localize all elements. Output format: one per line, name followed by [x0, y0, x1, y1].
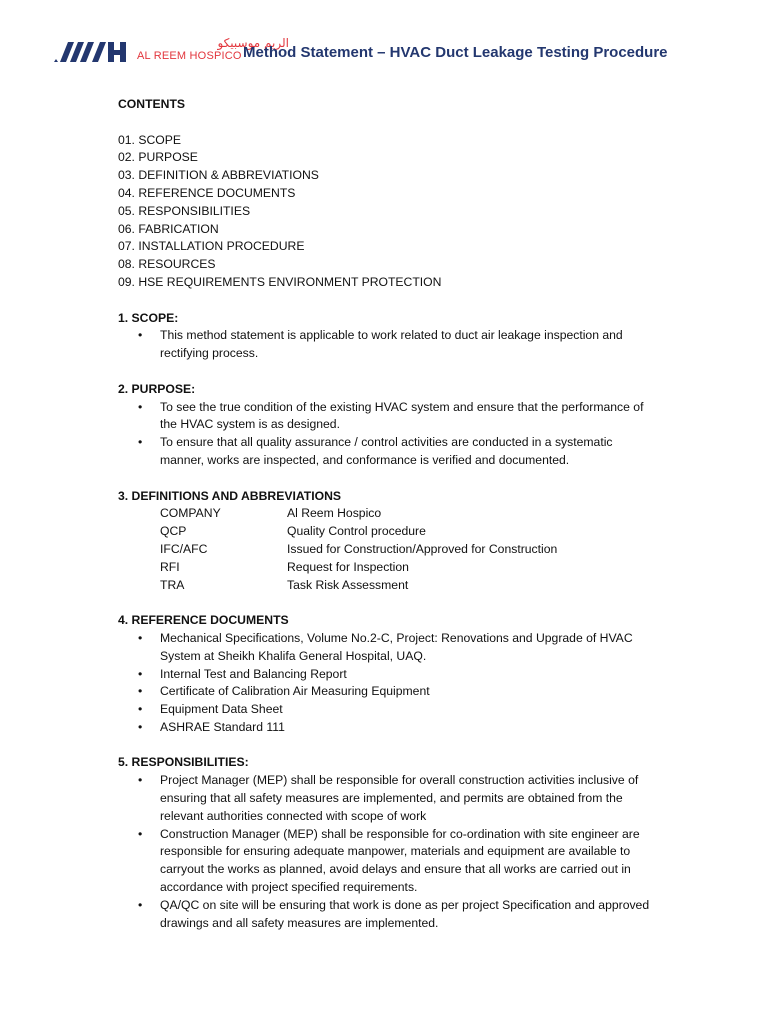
definition-term: COMPANY [160, 506, 221, 521]
document-body [118, 96, 658, 932]
responsibility-bullet: • Construction Manager (MEP) shall be responsible for co-ordination with site engineer are responsible for ensuring adequate manpower, materials and equipment are available to carryout the works as planned, avoid delays and ensure that all works are carried out in accordance with project specified requirements. [160, 826, 658, 897]
contents-list [118, 132, 658, 292]
contents-item: 01. SCOPE [118, 132, 181, 147]
reference-bullet: • Internal Test and Balancing Report [160, 666, 658, 684]
logo-english-text: AL REEM HOSPICO [137, 50, 242, 62]
definition-row [160, 577, 658, 595]
definition-row [160, 541, 658, 559]
definitions-table [118, 505, 658, 594]
logo-arabic-text: الريم موسبيكو [217, 36, 289, 50]
contents-item: 07. INSTALLATION PROCEDURE [118, 239, 305, 254]
contents-item: 04. REFERENCE DOCUMENTS [118, 185, 296, 200]
responsibilities-list [118, 772, 658, 932]
definition-row [160, 559, 658, 577]
definition-term: IFC/AFC [160, 541, 208, 556]
definition-term: TRA [160, 577, 185, 592]
reference-bullet: • Certificate of Calibration Air Measuring Equipment [160, 683, 658, 701]
contents-item: 06. FABRICATION [118, 221, 219, 236]
references-heading: 4. REFERENCE DOCUMENTS [118, 613, 289, 628]
contents-heading: CONTENTS [118, 97, 186, 111]
contents-item: 03. DEFINITION & ABBREVIATIONS [118, 168, 319, 183]
responsibilities-heading: 5. RESPONSIBILITIES: [118, 755, 249, 770]
definition-desc: Issued for Construction/Approved for Construction [287, 541, 558, 556]
definition-term: QCP [160, 524, 187, 539]
purpose-list [118, 399, 658, 470]
purpose-bullet: • To ensure that all quality assurance / control activities are conducted in a systematic manner, works are inspected, and conformance is verified and documented. [160, 434, 658, 470]
definition-desc: Quality Control procedure [287, 524, 426, 539]
responsibility-bullet: • Project Manager (MEP) shall be responsible for overall construction activities inclusive of ensuring that all safety measures are implemented, and permits are obtained from the relevant authorities connected with scope of work [160, 772, 658, 825]
responsibility-bullet: • QA/QC on site will be ensuring that work is done as per project Specification and approved drawings and all safety measures are implemented. [160, 897, 658, 933]
purpose-bullet: • To see the true condition of the existing HVAC system and ensure that the performance of the HVAC system is as designed. [160, 399, 658, 435]
definition-desc: Task Risk Assessment [287, 577, 409, 592]
contents-item: 02. PURPOSE [118, 150, 198, 165]
company-logo-icon [54, 38, 130, 64]
scope-list [118, 327, 658, 363]
definition-row [160, 505, 658, 523]
definition-desc: Request for Inspection [287, 559, 409, 574]
definition-desc: Al Reem Hospico [287, 506, 382, 521]
contents-item: 09. HSE REQUIREMENTS ENVIRONMENT PROTECTION [118, 274, 442, 289]
definition-term: RFI [160, 559, 180, 574]
references-list [118, 630, 658, 737]
document-title: Method Statement – HVAC Duct Leakage Testing Procedure [243, 44, 668, 61]
reference-bullet: • ASHRAE Standard 111 [160, 719, 658, 737]
definitions-heading: 3. DEFINITIONS AND ABBREVIATIONS [118, 488, 341, 503]
document-header [54, 34, 754, 70]
scope-bullet: • This method statement is applicable to work related to duct air leakage inspection and rectifying process. [160, 327, 658, 363]
scope-heading: 1. SCOPE: [118, 310, 179, 325]
contents-item: 05. RESPONSIBILITIES [118, 203, 251, 218]
reference-bullet: • Mechanical Specifications, Volume No.2-C, Project: Renovations and Upgrade of HVAC System at Sheikh Khalifa General Hospital, UAQ. [160, 630, 658, 666]
reference-bullet: • Equipment Data Sheet [160, 701, 658, 719]
definition-row [160, 523, 658, 541]
purpose-heading: 2. PURPOSE: [118, 381, 196, 396]
contents-item: 08. RESOURCES [118, 257, 216, 272]
